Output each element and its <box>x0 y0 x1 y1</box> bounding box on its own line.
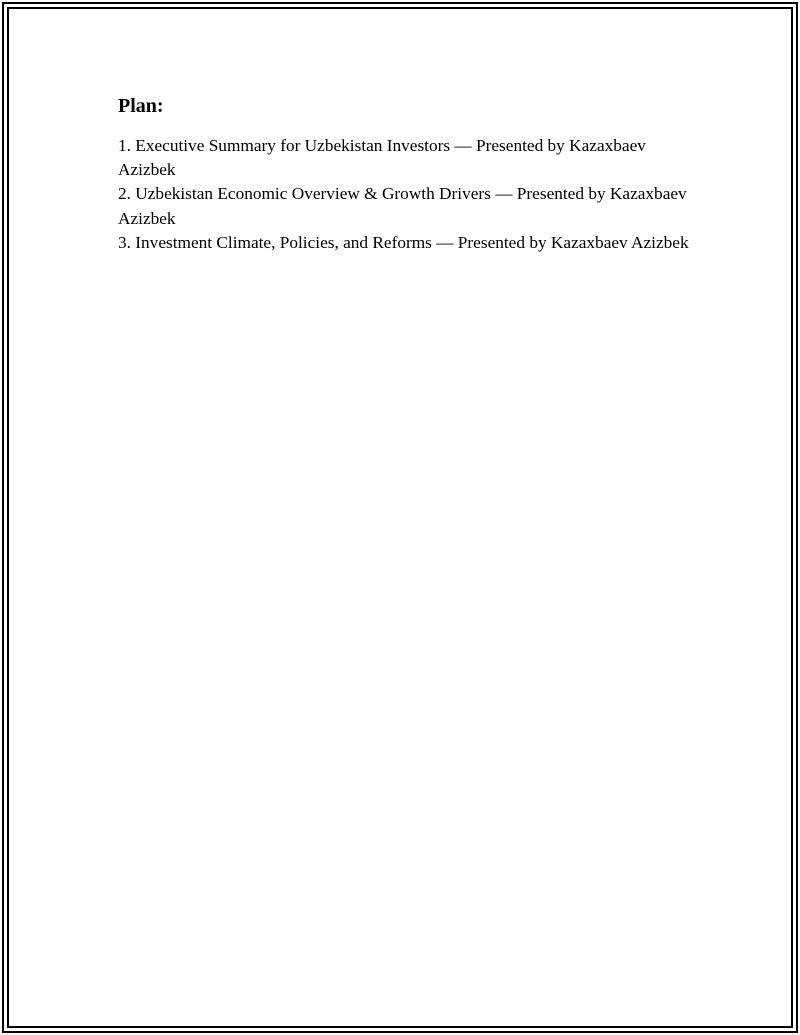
plan-item-1: 1. Executive Summary for Uzbekistan Investors — Presented by Kazaxbaev Azizbek <box>118 136 646 180</box>
plan-heading: Plan: <box>118 95 164 117</box>
page-content <box>118 92 698 255</box>
plan-item-2: 2. Uzbekistan Economic Overview & Growth Drivers — Presented by Kazaxbaev Azizbek <box>118 184 687 228</box>
plan-item-3: 3. Investment Climate, Policies, and Reforms — Presented by Kazaxbaev Azizbek <box>118 232 689 252</box>
plan-list <box>118 134 698 255</box>
